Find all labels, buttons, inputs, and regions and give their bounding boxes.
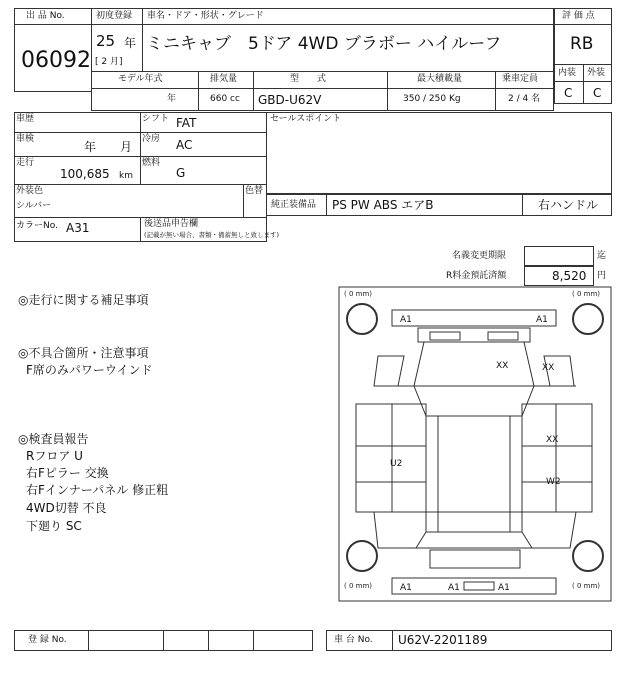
color-no-label: カラーNo. — [16, 221, 58, 231]
defects-title: ◎不具合箇所・注意事項 — [18, 346, 149, 360]
tire-depth-label: ( 0 mm) — [344, 290, 373, 298]
defect-line: F席のみパワーウインド — [26, 363, 153, 377]
driving-notes-title: ◎走行に関する補足事項 — [18, 293, 149, 307]
grade-label: 評 価 点 — [562, 11, 595, 21]
name-change-value-box — [524, 246, 594, 266]
recycle-value: 8,520 — [552, 269, 587, 283]
exterior-value: C — [593, 86, 602, 100]
first-registration-label: 初度登録 — [96, 11, 133, 21]
inspection-label: 車検 — [16, 134, 35, 144]
color-no-value: A31 — [66, 221, 90, 235]
chassis-number-label: 車 台 No. — [334, 635, 373, 645]
inspection-value: 年 月 — [84, 140, 133, 154]
damage-mark: U2 — [390, 459, 403, 469]
color-label: 外装色 — [16, 186, 44, 196]
color-value: シルバー — [16, 201, 52, 211]
load-label: 最大積載量 — [417, 74, 463, 84]
inspector-line: 4WD切替 不良 — [26, 501, 107, 515]
damage-mark: A1 — [400, 583, 412, 593]
tire-depth-label: ( 0 mm) — [344, 582, 373, 590]
damage-mark: XX — [496, 361, 509, 371]
aftermarket-label: 後送品申告欄 — [144, 219, 199, 229]
right-side-panel — [522, 404, 592, 512]
tire-rear-right — [573, 541, 603, 571]
equipment-value: PS PW ABS エアB — [332, 198, 434, 212]
tire-depth-label: ( 0 mm) — [572, 582, 601, 590]
name-change-label: 名義変更期限 — [452, 251, 507, 261]
left-side-panel — [356, 404, 426, 512]
front-bumper — [392, 310, 556, 326]
fuel-label: 燃料 — [142, 158, 161, 168]
capacity-value: 2 / 4 名 — [508, 94, 541, 104]
type-value: GBD-U62V — [258, 93, 322, 107]
fuel-value: G — [176, 166, 186, 180]
mileage-value: 100,685 — [60, 167, 110, 181]
damage-mark: A1 — [448, 583, 460, 593]
first-registration-year: 25 — [96, 32, 116, 50]
ac-value: AC — [176, 138, 193, 152]
inspector-line: 下廻り SC — [26, 519, 82, 533]
car-name: ミニキャブ 5ドア 4WD ブラボー ハイルーフ — [146, 34, 502, 54]
tire-front-left — [347, 304, 377, 334]
recycle-label: R料金預託済額 — [446, 271, 507, 281]
first-registration-month: [ 2 月] — [95, 57, 123, 67]
shift-label: シフト — [142, 114, 170, 124]
load-value: 350 / 250 Kg — [403, 94, 461, 104]
type-label: 型 式 — [290, 74, 327, 84]
interior-value: C — [564, 86, 573, 100]
inspector-line: Rフロア U — [26, 449, 83, 463]
model-year-value: 年 — [167, 94, 177, 104]
history-label: 車歴 — [16, 114, 35, 124]
damage-mark: XX — [546, 435, 559, 445]
mileage-unit: km — [119, 171, 133, 181]
model-year-label: モデル年式 — [118, 74, 163, 84]
registration-number-label: 登 録 No. — [28, 635, 67, 645]
handle-value: 右ハンドル — [538, 198, 599, 212]
equipment-label: 純正装備品 — [271, 200, 317, 210]
shift-value: FAT — [176, 116, 197, 130]
car-damage-diagram — [338, 286, 612, 602]
grade-value: RB — [570, 34, 594, 54]
displacement-label: 排気量 — [210, 74, 238, 84]
car-name-label: 車名・ドア・形状・グレード — [147, 11, 264, 21]
damage-mark: A1 — [400, 315, 412, 325]
name-change-unit: 迄 — [597, 251, 607, 261]
damage-mark: A1 — [498, 583, 510, 593]
tire-depth-label: ( 0 mm) — [572, 290, 601, 298]
color-change-label: 色替 — [245, 186, 264, 196]
damage-mark: XX — [542, 363, 555, 373]
lot-number-label: 出 品 No. — [26, 11, 65, 21]
inspector-title: ◎検査員報告 — [18, 432, 89, 446]
mileage-label: 走行 — [16, 158, 35, 168]
chassis-number: U62V-2201189 — [398, 633, 488, 647]
inspector-line: 右Fインナーパネル 修正粗 — [26, 483, 169, 497]
damage-mark: W2 — [546, 477, 561, 487]
interior-label: 内装 — [558, 68, 577, 78]
tire-rear-left — [347, 541, 377, 571]
damage-mark: A1 — [536, 315, 548, 325]
lot-number: 06092 — [21, 48, 91, 73]
sales-point-box — [266, 112, 612, 194]
exterior-label: 外装 — [587, 68, 606, 78]
recycle-unit: 円 — [597, 271, 607, 281]
ac-label: 冷房 — [142, 134, 161, 144]
aftermarket-note: (記載が無い場合、書類・備蓄無しと致します) — [144, 231, 280, 239]
rear-bumper — [392, 578, 556, 594]
sales-point-label: セールスポイント — [270, 114, 342, 124]
roof-panel — [438, 416, 510, 532]
tire-front-right — [573, 304, 603, 334]
year-unit: 年 — [124, 36, 137, 50]
capacity-label: 乗車定員 — [502, 74, 539, 84]
inspector-line: 右Fピラー 交換 — [26, 466, 109, 480]
displacement-value: 660 cc — [210, 94, 240, 104]
